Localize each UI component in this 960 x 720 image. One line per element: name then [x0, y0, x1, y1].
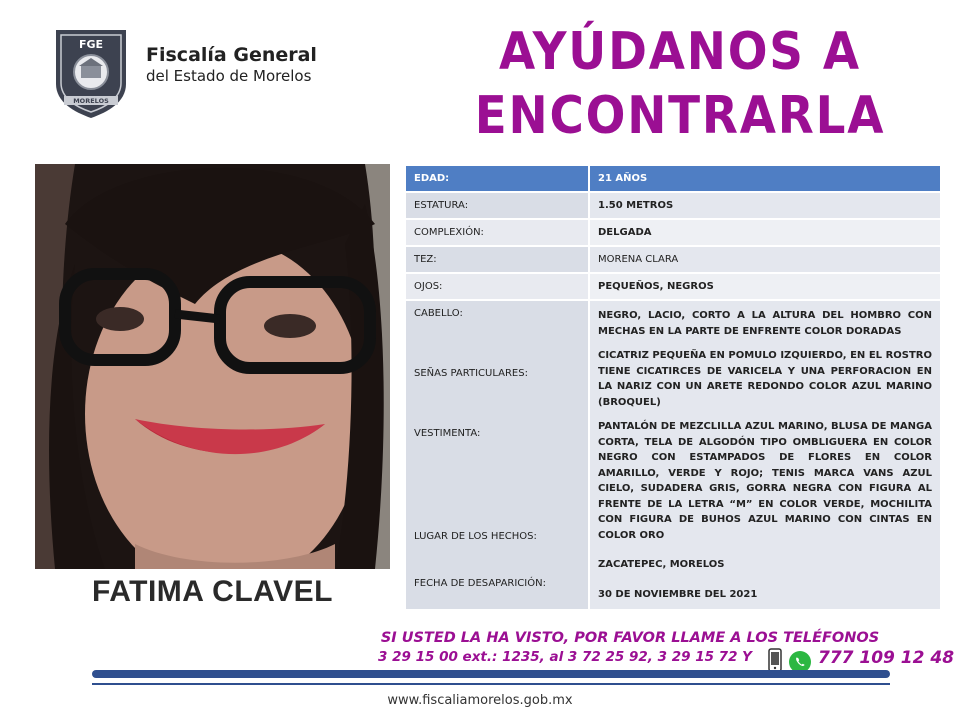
mobile-phone-icon — [768, 648, 782, 672]
person-details-table — [404, 164, 942, 611]
detail-row-complexion — [406, 220, 940, 245]
detail-row-edad — [406, 166, 940, 191]
senas-label: SEÑAS PARTICULARES: — [414, 368, 528, 379]
footer-rule — [92, 683, 890, 685]
complexion-value: DELGADA — [590, 220, 940, 245]
contact-line-1: SI USTED LA HA VISTO, POR FAVOR LLAME A LOS TELÉFONOS — [380, 630, 880, 646]
lugar-value: ZACATEPEC, MORELOS — [598, 559, 725, 570]
fge-shield-logo — [52, 26, 130, 120]
person-name: FATIMA CLAVEL — [92, 575, 333, 608]
estatura-label: ESTATURA: — [406, 193, 588, 218]
headline-line-2: ENCONTRARLA — [474, 86, 886, 146]
website-url: www.fiscaliamorelos.gob.mx — [387, 693, 573, 708]
estatura-value: 1.50 METROS — [590, 193, 940, 218]
vestimenta-value: PANTALÓN DE MEZCLILLA AZUL MARINO, BLUSA DE MANGA CORTA, TELA DE ALGODÓN TIPO OMBLIGUERA EN COLOR NEGRO CON ESTAMPADOS DE FLORES EN COLOR AMARILLO, VERDE Y ROJO; TENIS MARCA VANS AZUL CIELO, SUDADERA GRIS, GORRA NEGRA CON FIGURA AL FRENTE DE LA LETRA “M” EN COLOR VERDE, MOCHILITA CON FIGURA DE BUHOS AZUL MARINO CON CINTAS EN COLOR ORO — [598, 421, 932, 541]
edad-value: 21 AÑOS — [590, 166, 940, 191]
tez-value: MORENA CLARA — [590, 247, 940, 272]
detail-row-estatura — [406, 193, 940, 218]
edad-label: EDAD: — [406, 166, 588, 191]
missing-person-photo — [35, 164, 390, 569]
cabello-label: CABELLO: — [414, 308, 463, 319]
description-values — [590, 301, 940, 609]
cell-phone-number: 777 109 12 48 — [818, 648, 955, 668]
ojos-value: PEQUEÑOS, NEGROS — [590, 274, 940, 299]
lugar-label: LUGAR DE LOS HECHOS: — [414, 531, 537, 542]
senas-value: CICATRIZ PEQUEÑA EN POMULO IZQUIERDO, EN EL ROSTRO TIENE CICATIRCES DE VARICELA Y UNA PERFORACION EN LA NARIZ CON UN ARETE REDONDO COLOR AZUL MARINO (BROQUEL) — [598, 350, 932, 408]
fecha-label: FECHA DE DESAPARICIÓN: — [414, 578, 546, 589]
org-subtitle: del Estado de Morelos — [146, 67, 312, 85]
description-labels — [406, 301, 588, 609]
organization-name-block — [146, 44, 317, 86]
headline — [428, 20, 932, 148]
logo-text: FGE — [78, 38, 104, 51]
detail-row-ojos — [406, 274, 940, 299]
footer-bar — [92, 670, 890, 678]
tez-label: TEZ: — [406, 247, 588, 272]
cabello-value: NEGRO, LACIO, CORTO A LA ALTURA DEL HOMBRO CON MECHAS EN LA PARTE DE ENFRENTE COLOR DORADAS — [598, 310, 932, 337]
ojos-label: OJOS: — [406, 274, 588, 299]
detail-row-description — [406, 301, 940, 609]
detail-row-tez — [406, 247, 940, 272]
headline-line-1: AYÚDANOS A — [499, 22, 861, 82]
vestimenta-label: VESTIMENTA: — [414, 428, 481, 439]
contact-line-2: 3 29 15 00 ext.: 1235, al 3 72 25 92, 3 29 15 72 Y — [378, 649, 752, 665]
fecha-value: 30 DE NOVIEMBRE DEL 2021 — [598, 588, 758, 600]
org-name: Fiscalía General — [146, 44, 317, 66]
complexion-label: COMPLEXIÓN: — [406, 220, 588, 245]
logo-ribbon-text: MORELOS — [73, 97, 109, 105]
